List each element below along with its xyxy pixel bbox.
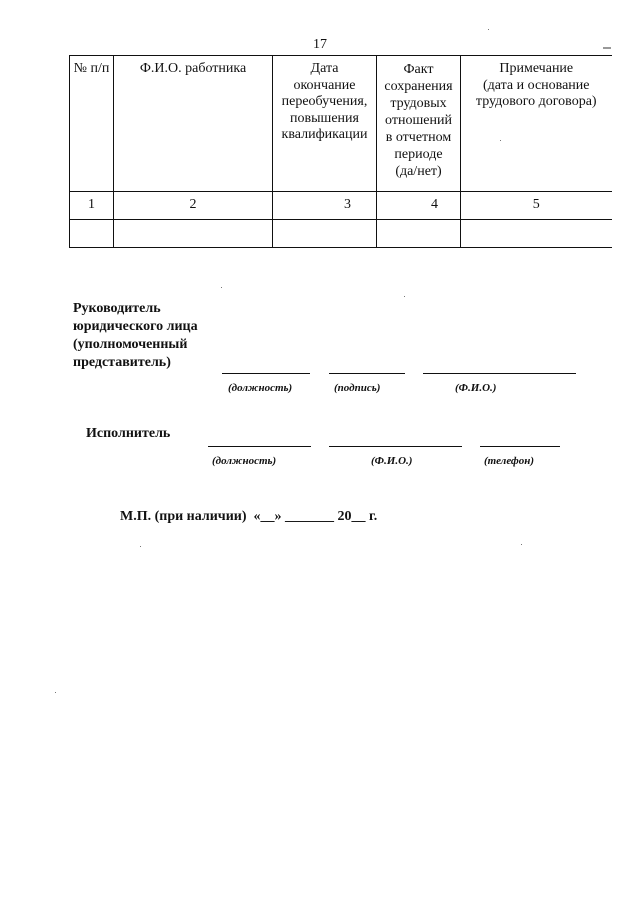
head-signature-line[interactable] bbox=[329, 373, 405, 374]
table-column-numbers-row bbox=[70, 192, 612, 220]
header-employee-name: Ф.И.О. работника bbox=[114, 56, 273, 192]
header-row-number: № п/п bbox=[70, 56, 114, 192]
executor-phone-hint: (телефон) bbox=[484, 455, 535, 467]
executor-title: Исполнитель bbox=[86, 426, 171, 441]
executor-fullname-line[interactable] bbox=[329, 446, 462, 447]
table-cell[interactable] bbox=[70, 220, 114, 248]
table-cell[interactable] bbox=[461, 220, 612, 248]
scan-speck bbox=[500, 140, 501, 141]
head-position-line[interactable] bbox=[222, 373, 310, 374]
scan-speck bbox=[140, 546, 141, 547]
header-employment-retained: Факт сохранения трудовых отношений в отчетном периоде (да/нет) bbox=[377, 56, 461, 192]
executor-phone-line[interactable] bbox=[480, 446, 560, 447]
executor-fullname-hint: (Ф.И.О.) bbox=[371, 455, 413, 467]
scan-speck bbox=[55, 692, 56, 693]
scan-speck bbox=[404, 296, 405, 297]
column-number: 1 bbox=[70, 192, 114, 220]
scan-speck bbox=[221, 287, 222, 288]
table-cell[interactable] bbox=[114, 220, 273, 248]
scan-speck bbox=[521, 544, 522, 545]
head-fullname-line[interactable] bbox=[423, 373, 576, 374]
head-signature-hint: (подпись) bbox=[334, 382, 381, 394]
column-number: 2 bbox=[114, 192, 273, 220]
head-position-hint: (должность) bbox=[228, 382, 293, 394]
column-number: 4 bbox=[377, 192, 461, 220]
table-header-row bbox=[70, 56, 612, 192]
header-retraining-date: Дата окончание переобучения, повышения квалификации bbox=[273, 56, 377, 192]
table-cell[interactable] bbox=[377, 220, 461, 248]
scan-speck bbox=[603, 47, 611, 49]
executor-position-line[interactable] bbox=[208, 446, 311, 447]
page-number: 17 bbox=[313, 37, 327, 52]
head-signature-title: Руководитель юридического лица (уполномоченный представитель) bbox=[73, 301, 198, 370]
table-cell[interactable] bbox=[273, 220, 377, 248]
seal-date-line: М.П. (при наличии) «__» _______ 20__ г. bbox=[120, 509, 378, 524]
column-number: 3 bbox=[273, 192, 377, 220]
executor-position-hint: (должность) bbox=[212, 455, 277, 467]
head-fullname-hint: (Ф.И.О.) bbox=[455, 382, 497, 394]
scan-speck bbox=[488, 29, 489, 30]
table-row bbox=[70, 220, 612, 248]
report-table bbox=[69, 55, 612, 248]
header-note: Примечание (дата и основание трудового договора) bbox=[461, 56, 612, 192]
column-number: 5 bbox=[461, 192, 612, 220]
